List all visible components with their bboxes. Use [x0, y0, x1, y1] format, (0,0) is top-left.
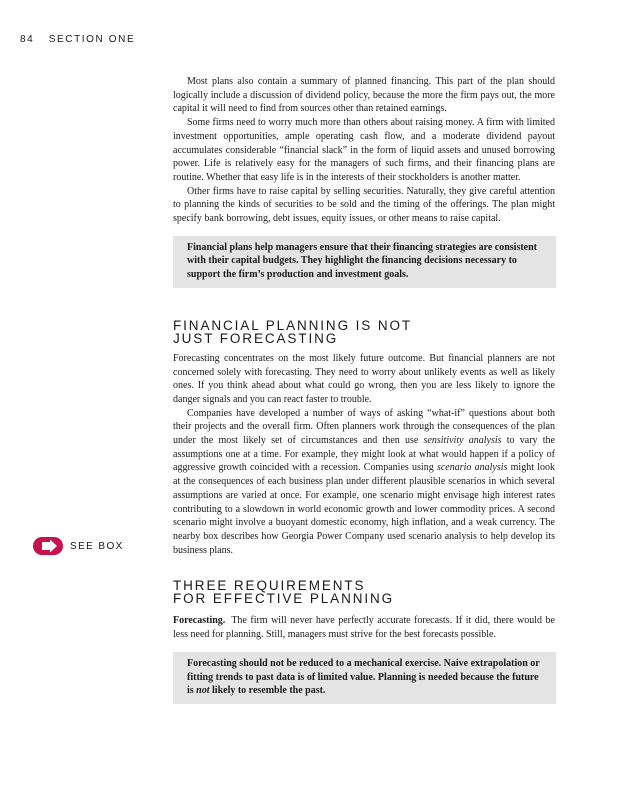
forecasting-requirement-text: The firm will never have perfectly accurate forecasts. If it did, there would be less need for planning. Still, managers must strive for the best forecasts possible.: [173, 615, 555, 641]
paragraph-what-if: [173, 407, 555, 558]
heading-financial-planning-line1: FINANCIAL PLANNING IS NOT: [173, 317, 413, 333]
callout-financial-plans: [173, 236, 556, 288]
term-sensitivity-analysis: sensitivity analysis: [423, 435, 502, 447]
paragraph-raise-capital: Other firms have to raise capital by selling securities. Naturally, they give careful attention to planning the kinds of securities to be sold and the timing of the offerings. The plan might specify bank borrowing, debt issues, equity issues, or other means to raise capital.: [173, 185, 555, 225]
paragraph-forecasting-requirement: [173, 614, 555, 641]
callout-forecasting-text-a: Forecasting should not be reduced to a mechanical exercise. Naive extrapolation or fitting trends to past data is of limited value. Planning is needed because the future is: [187, 657, 540, 697]
section-label: SECTION ONE: [48, 34, 136, 45]
paragraph-financial-slack: Some firms need to worry much more than others about raising money. A firm with limited investment opportunities, ample operating cash flow, and a moderate dividend payout accumulates considerable “financial slack” in the form of liquid assets and unused borrowing power. Life is relatively easy for the managers of such firms, and their financing plans are routine. Whether that easy life is in the interests of their stockholders is another matter.: [173, 117, 555, 183]
paragraph-forecasting: Forecasting concentrates on the most likely future outcome. But financial planners are not concerned solely with forecasting. They need to worry about unlikely events as well as likely ones. If you think ahead about what could go wrong, then you are less likely to ignore the danger signals and you can react faster to trouble.: [173, 352, 555, 405]
callout-forecasting-text: [187, 657, 542, 698]
paragraph-planned-financing: Most plans also contain a summary of planned financing. This part of the plan should logically include a discussion of dividend policy, because the more the firm pays out, the more capital it will need to find from sources other than retained earnings.: [173, 76, 555, 115]
term-scenario-analysis: scenario analysis: [436, 462, 508, 474]
heading-three-requirements-line1: THREE REQUIREMENTS: [173, 578, 366, 594]
page-number: 84: [20, 34, 35, 45]
heading-three-requirements-line2: FOR EFFECTIVE PLANNING: [173, 591, 395, 607]
what-if-text-a: Companies have developed a number of ways of asking “what-if” questions about both their projects and the overall firm. Often planners work through the consequences of the plan under the most likely set of circumstances and then use: [173, 407, 555, 447]
see-box-marker[interactable]: [32, 536, 124, 556]
right-arrow-icon: [32, 536, 64, 556]
see-box-label: SEE BOX: [70, 540, 124, 552]
what-if-text-b: to vary the assumptions one at a time. For example, they might look at what would happen if a policy of aggressive growth coincided with a recession. Companies using: [173, 435, 555, 474]
callout-financial-plans-text: Financial plans help managers ensure that their financing strategies are consistent with their capital budgets. They highlight the financing decisions necessary to support the firm’s production and investment goals.: [187, 241, 537, 281]
what-if-text-c: might look at the consequences of each business plan under different plausible scenarios in which several assumptions are varied at once. For example, one scenario might envisage high interest rates contributing to a slowdown in world economic growth and lower commodity prices. A second scenario might involve a buoyant domestic economy, high inflation, and a weak currency. The nearby box describes how Georgia Power Company used scenario analysis to help develop its business plans.: [173, 462, 556, 556]
callout-forecasting-text-b: likely to resemble the past.: [209, 685, 326, 697]
heading-financial-planning-line2: JUST FORECASTING: [173, 330, 339, 346]
heading-financial-planning: [173, 319, 555, 345]
runin-forecasting: Forecasting.: [173, 615, 226, 627]
main-text-column: [173, 75, 555, 704]
heading-three-requirements: [173, 579, 555, 605]
callout-forecasting: [173, 652, 556, 704]
running-head: [20, 34, 135, 45]
callout-forecasting-emphasis: not: [196, 685, 210, 697]
